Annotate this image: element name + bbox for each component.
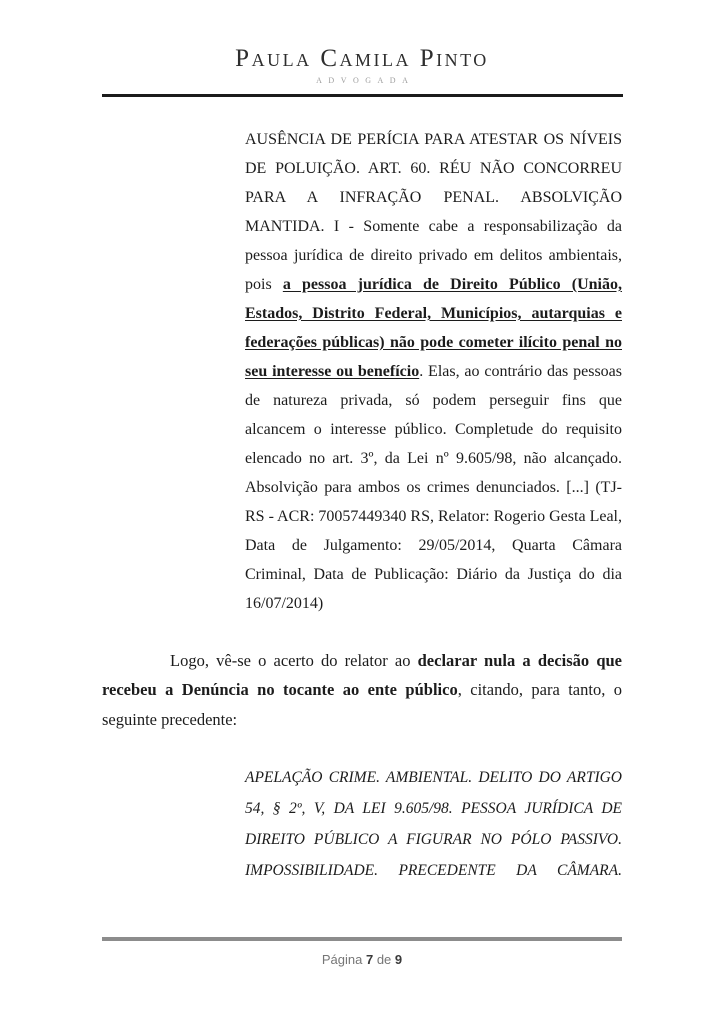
page-footer [102, 937, 622, 967]
letterhead [0, 0, 724, 97]
page-number [102, 952, 622, 967]
body-paragraph [102, 646, 622, 735]
letterhead-name: Paula Camila Pinto [235, 45, 489, 72]
body-paragraph-rest: , citando, para tanto, o seguinte precedente: [102, 680, 622, 729]
page-number-label: Página [321, 952, 363, 967]
citation-1-underlined-emphasis: a pessoa jurídica de Direito Público (União, Estados, Distrito Federal, Municípios, autarquias e federações públicas) não pode cometer ilícito penal no seu interesse ou benefício [245, 275, 622, 380]
body-paragraph-bold-emphasis: declarar nula a decisão que recebeu a Denúncia no tocante ao ente público [102, 650, 622, 700]
page-number-current: 7 [365, 952, 374, 967]
letterhead-subtitle: ADVOGADA [316, 75, 415, 85]
citation-1-rest: . Elas, ao contrário das pessoas de natureza privada, só podem perseguir fins que alcancem o interesse público. Completude do requisito elencado no art. 3º, da Lei nº 9.605/98, não alcançado. Absolvição para ambos os crimes denunciados. [...] (TJ-RS - ACR: 70057449340 RS, Relator: Rogerio Gesta Leal, Data de Julgamento: 29/05/2014, Quarta Câmara Criminal, Data de Publicação: Diário da Justiça do dia 16/07/2014) [245, 362, 623, 612]
header-rule [102, 94, 623, 97]
footer-rule [102, 937, 622, 941]
page-number-separator: de [376, 952, 392, 967]
document-body [102, 125, 622, 887]
citation-block-1 [245, 125, 622, 618]
page-number-total: 9 [394, 952, 403, 967]
citation-block-2-italic: APELAÇÃO CRIME. AMBIENTAL. DELITO DO ARTIGO 54, § 2º, V, DA LEI 9.605/98. PESSOA JURÍDICA DE DIREITO PÚBLICO A FIGURAR NO PÓLO PASSIVO. IMPOSSIBILIDADE. PRECEDENTE DA CÂMARA. [245, 769, 622, 880]
citation-1-lead: AUSÊNCIA DE PERÍCIA PARA ATESTAR OS NÍVEIS DE POLUIÇÃO. ART. 60. RÉU NÃO CONCORREU PARA A INFRAÇÃO PENAL. ABSOLVIÇÃO MANTIDA. I - Somente cabe a responsabilização da pessoa jurídica de direito privado em delitos ambientais, pois [245, 130, 622, 293]
body-paragraph-lead: Logo, vê-se o acerto do relator ao [170, 650, 418, 670]
